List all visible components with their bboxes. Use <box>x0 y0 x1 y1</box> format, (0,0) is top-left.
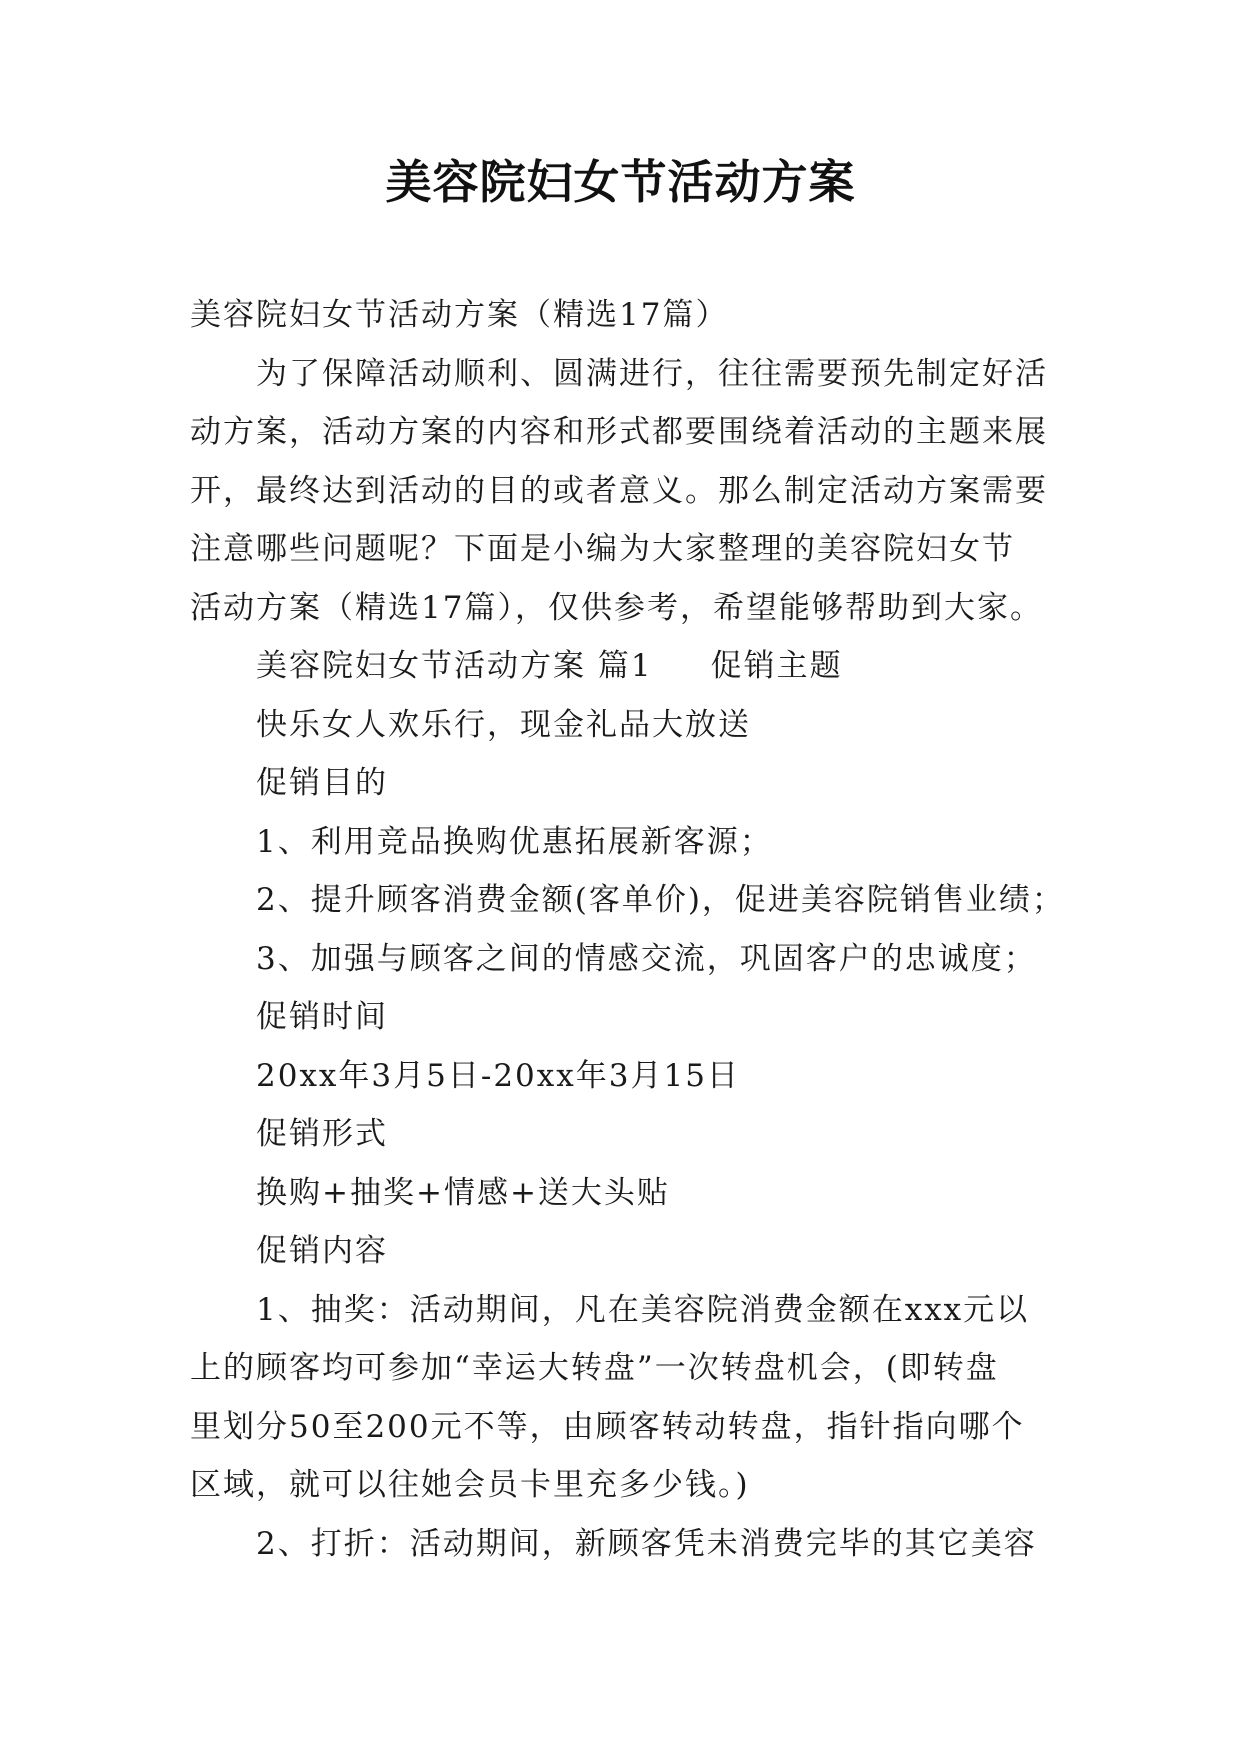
content-line: 1、抽奖：活动期间，凡在美容院消费金额在xxx元以 <box>256 1291 1030 1328</box>
goal-item: 3、加强与顾客之间的情感交流，巩固客户的忠诚度； <box>256 940 1037 977</box>
promo-goal-label: 促销目的 <box>256 765 388 801</box>
goal-item: 1、利用竞品换购优惠拓展新客源； <box>256 823 773 860</box>
subtitle: 美容院妇女节活动方案（精选17篇） <box>190 297 729 333</box>
intro-line: 动方案，活动方案的内容和形式都要围绕着活动的主题来展 <box>190 414 1048 450</box>
promo-content-label: 促销内容 <box>256 1233 388 1269</box>
promo-time: 20xx年3月5日-20xx年3月15日 <box>256 1057 740 1094</box>
promo-theme-label: 促销主题 <box>710 648 843 684</box>
content-line: 里划分50至200元不等，由顾客转动转盘，指针指向哪个 <box>190 1408 1025 1445</box>
content-line: 上的顾客均可参加“幸运大转盘”一次转盘机会，(即转盘 <box>190 1350 999 1386</box>
promo-form: 换购+抽奖+情感+送大头贴 <box>256 1174 670 1211</box>
intro-line: 为了保障活动顺利、圆满进行，往往需要预先制定好活 <box>256 355 1048 392</box>
content-line: 区域，就可以往她会员卡里充多少钱。) <box>190 1467 750 1503</box>
intro-line: 开，最终达到活动的目的或者意义。那么制定活动方案需要 <box>190 472 1048 509</box>
page-title: 美容院妇女节活动方案 <box>385 155 856 209</box>
document-body <box>190 286 1070 1573</box>
content-line: 2、打折：活动期间，新顾客凭未消费完毕的其它美容 <box>256 1525 1037 1562</box>
promo-form-label: 促销形式 <box>256 1116 388 1152</box>
intro-line: 活动方案（精选17篇），仅供参考，希望能够帮助到大家。 <box>190 589 1043 626</box>
goal-item: 2、提升顾客消费金额(客单价)，促进美容院销售业绩； <box>256 882 1065 918</box>
section-heading-line <box>190 637 1070 696</box>
section-heading: 美容院妇女节活动方案 篇1 <box>256 648 653 684</box>
intro-line: 注意哪些问题呢？下面是小编为大家整理的美容院妇女节 <box>190 531 1015 567</box>
promo-time-label: 促销时间 <box>256 999 388 1035</box>
promo-theme: 快乐女人欢乐行，现金礼品大放送 <box>256 706 751 743</box>
